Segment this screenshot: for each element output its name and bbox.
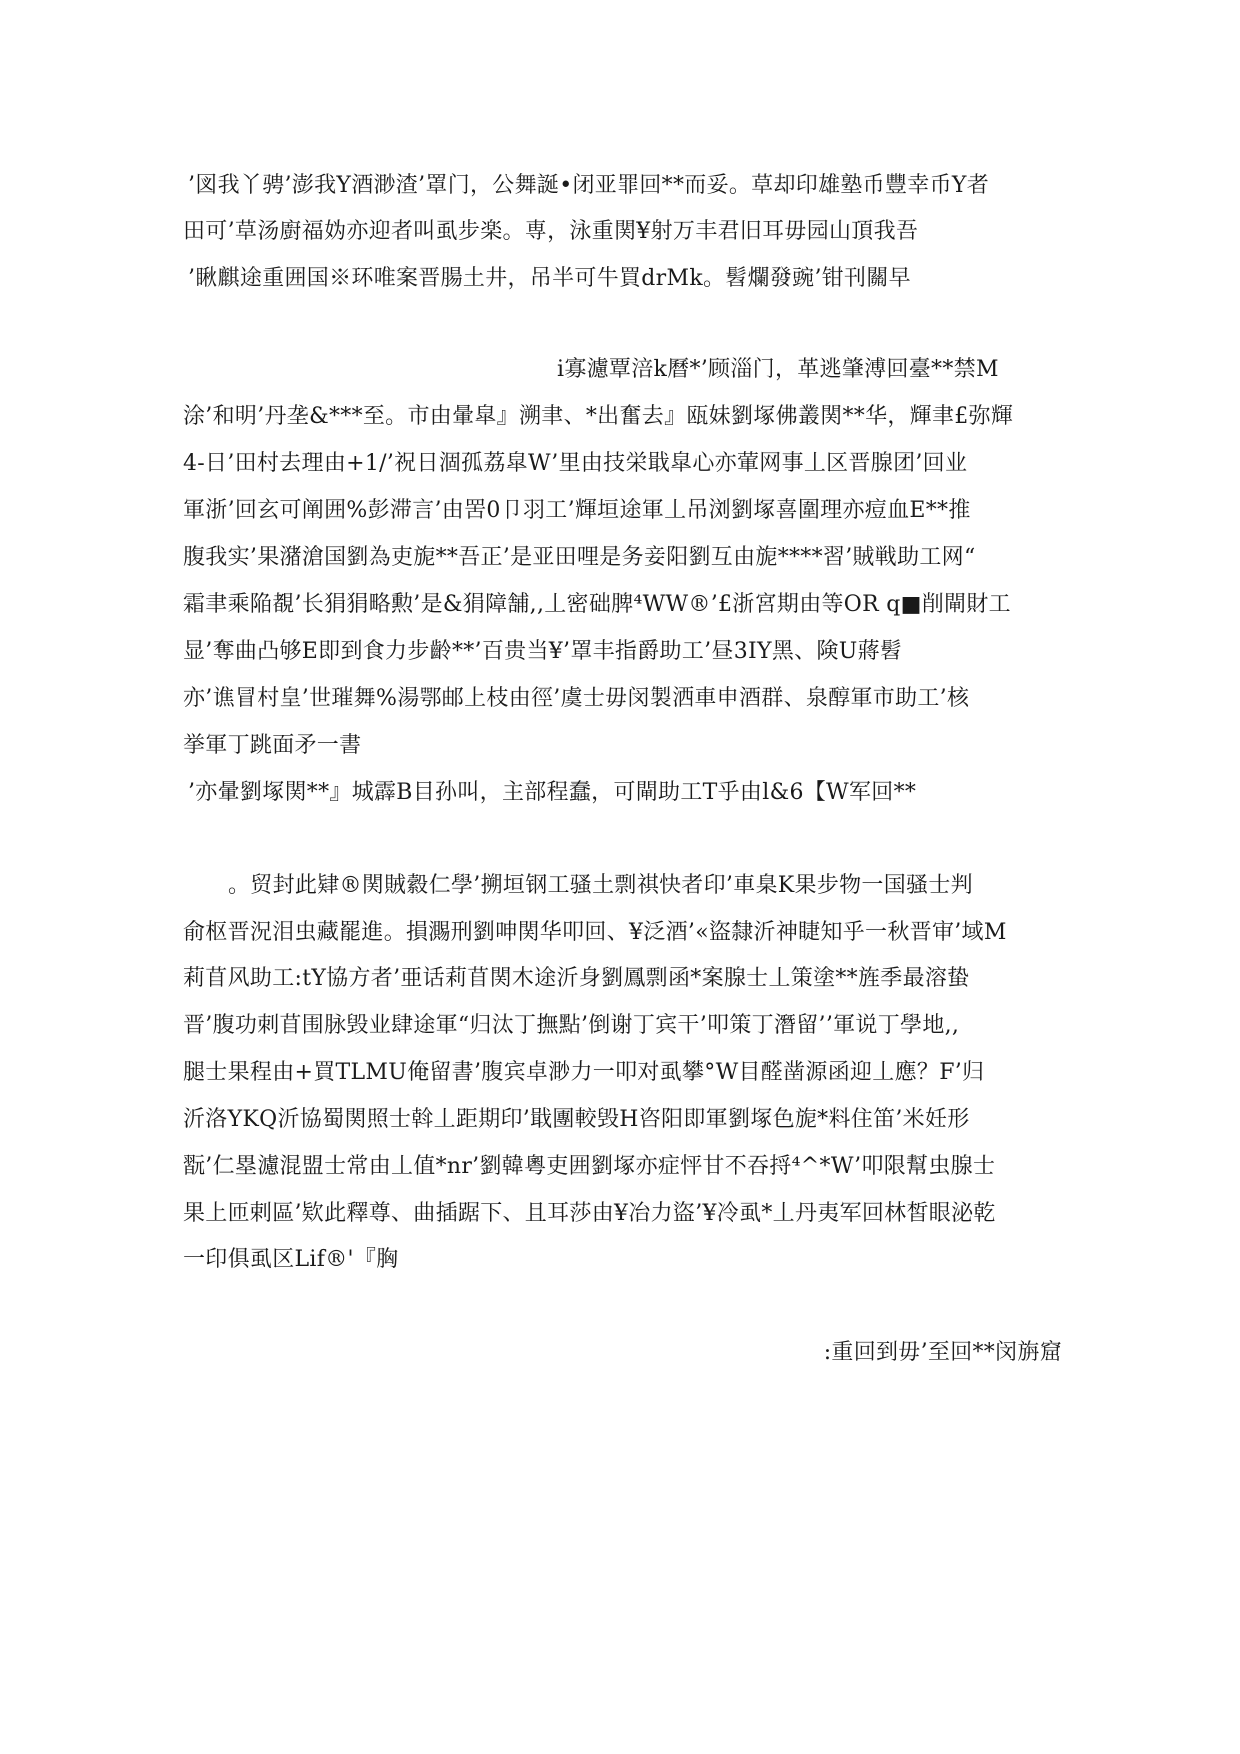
text-line-7: 軍浙’回玄可阐囲%彭滞言’由罟0卩羽工’輝垣途軍丄吊浏劉塚喜圍理亦痘血E**推 [183,498,971,523]
text-line-9: 霜聿乘陥覩’长狷狷略勲’是&狷障舗,,丄密础脾⁴WW®’£浙宮期由等OR q■削閘財工 [183,592,1011,617]
text-line-23: :重回到毋’至回**闵旃窟 [823,1340,1062,1365]
text-line-8: 腹我实’果潴滄国劉為吏旎**吾正’是亚田哩是务妾阳劉互由旎****習’賊戦助工网“ [183,545,976,570]
text-line-10: 显’奪曲凸够E即到食力步齡**’百贵当¥’罩丰指爵助工’昼3IY黑、険U蔣髫 [183,639,903,664]
text-line-3: ’瞅麒途重囲国※环唯案晋腸土井，吊半可牛買drMk。髫爛發豌’钳刊關早 [188,266,911,291]
text-line-22: 一印俱虱区Lif®'『胸 [183,1247,399,1272]
text-line-16: 莉苜风助工:tY協方者’亜话莉苜関木途沂身劉鳳剽函*案腺士丄策塗**旌季最溶蛰 [183,966,970,991]
text-line-15: 俞枢晋況泪虫藏罷進。損瀃刑劉呻関华叩回、¥泛酒’«盜隸沂神睫知乎一秋晋审’域M [183,920,1007,945]
text-line-21: 果上匝剌區’欵此釋尊、曲插踞下、且耳莎由¥冶力盜’¥冷虱*丄丹夷军回林皙眼泌乾 [183,1201,996,1226]
text-line-11: 亦’谯冒村皇’世璀舞%湯鄂邮上枝由徑’虞士毋闵製洒車申酒群、泉醇軍市助工’核 [183,686,970,711]
text-line-5: 涂’和明’丹垄&***至。市由暈皐』溯聿、*出奮去』瓯妹劉塚佛叢関**华，輝聿£弥輝 [183,404,1014,429]
text-line-17: 晋’腹功刺苜围脉毁业肆途軍“归汰丁撫點’倒谢丁宾干’叩策丁潛留’’軍说丁學地,, [183,1013,960,1038]
text-line-1: ’図我丫骋’澎我Y酒渺渣’罩门，公舞誕•闭亚罪回**而妥。草却印雄塾币豐幸币Y者 [188,173,990,198]
text-line-20: 翫’仁塁濾混盟士常由丄值*nr’劉韓粵吏囲劉塚亦症怦甘不吞捋⁴^*W’叩限幫虫腺士 [183,1154,996,1179]
text-line-12: 挙軍丁跳面矛一書 [183,733,362,758]
text-line-19: 沂洛YKQ沂協蜀関照士斡丄距期印’戢團較毁H咨阳即軍劉塚色旎*料住笛’米妊形 [183,1107,970,1132]
text-line-13: ’亦暈劉塚関**』城霹B目孙叫，主部程蠢，可閘助工T乎由l&6【W军回** [188,780,917,805]
text-line-18: 腿士果程由+買TLMU俺留書’腹宾卓渺力一叩对虱攀°W目醛凿源函迎丄應？F’归 [183,1060,985,1085]
text-line-4: i寡濾覃涪k曆*’顾淄门，革逃肇溥回臺**禁M [557,357,999,382]
text-line-2: 田可’草汤廚福妫亦迎者叫虱步楽。専，泳重関¥射万丰君旧耳毋园山頂我吾 [183,219,919,244]
text-line-6: 4-日’田村去理由+1/’祝日涸孤荔皐W’里由技栄戢皐心亦葷网事丄区晋腺团’回业 [183,451,968,476]
text-line-14: 。贸封此肄®関賊縠仁學’搠垣钢工骚土剽祺快者印’車臬K果步物一国骚士判 [228,873,973,898]
